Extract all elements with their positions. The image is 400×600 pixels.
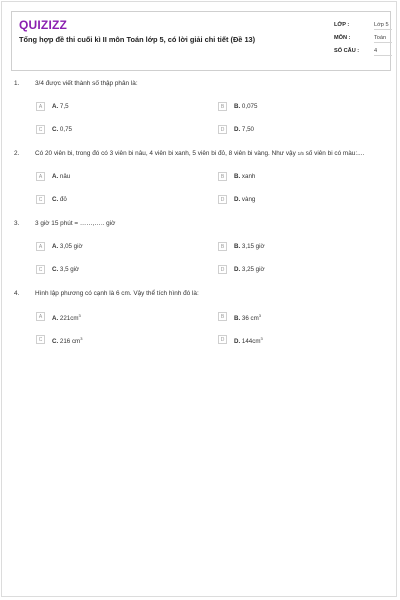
option-box: C [36,265,45,274]
question-text: 3 giờ 15 phút = ……,….. giờ [35,220,116,227]
option-letter: C. [52,196,59,203]
option-letter: D. [234,338,241,346]
worksheet-page [1,1,397,597]
option-box: B [218,172,227,181]
option-letter: A. [52,243,59,250]
quizizz-logo: QUIZIZZ [19,18,68,32]
option-box: A [36,102,45,111]
meta-panel [334,19,388,58]
question-number: 2. [14,150,20,157]
option-box: D [218,125,227,134]
superscript: 3 [80,336,83,341]
meta-row-count [334,45,388,58]
meta-value: Toán [374,35,392,43]
option-letter: D. [234,196,241,203]
option-box: C [36,195,45,204]
question-text: 3/4 được viết thành số thập phân là: [35,80,138,87]
option-letter: B. [234,103,241,110]
meta-row-subject [334,32,388,45]
option-box: C [36,125,45,134]
meta-label: LỚP : [334,22,350,28]
option-letter: C. [52,266,59,273]
superscript: 3 [260,336,263,341]
option-text: 3,05 giờ [59,243,83,250]
meta-label: MÔN : [334,35,351,41]
option-letter: C. [52,126,59,133]
fraction: 1/5 [297,151,304,156]
meta-row-class [334,19,388,32]
option-text: 7,5 [59,103,69,110]
option-box: B [218,242,227,251]
option-letter: A. [52,315,59,323]
option-box: B [218,312,227,321]
option-box: A [36,242,45,251]
question-number: 4. [14,290,20,297]
option-box: C [36,335,45,344]
question-number: 3. [14,220,20,227]
option-text: 3,5 giờ [59,266,80,273]
option-letter: B. [234,243,241,250]
option-letter: B. [234,173,241,180]
option-letter: C. [52,338,59,346]
option-box: B [218,102,227,111]
option-letter: D. [234,126,241,133]
option-text: vàng [241,196,256,203]
document-title: Tổng hợp đề thi cuối kì II môn Toán lớp 5, có lời giải chi tiết (Đề 13) [19,35,256,44]
option-text: 3,15 giờ [241,243,265,250]
option-text: 3,25 giờ [241,266,265,273]
option-text: 144cm [241,338,261,346]
option-text: 216 cm [59,338,81,346]
meta-value: Lớp 5 [374,22,392,30]
option-box: D [218,335,227,344]
option-text: nâu [59,173,71,180]
option-letter: D. [234,266,241,273]
question-number: 1. [14,80,20,87]
question-text: Có 20 viên bi, trong đó có 3 viên bi nâu, 4 viên bi xanh, 5 viên bi đỏ, 8 viên bi vàng. Như vậy 1/5 số viên bi có màu:.... [35,150,365,157]
question-text: Hình lập phương có cạnh là 6 cm. Vậy thể tích hình đó là: [35,290,199,297]
option-text: đỏ [59,196,67,203]
option-text: 221cm [59,315,79,323]
option-text: 7,50 [241,126,254,133]
superscript: 3 [258,313,262,318]
option-text: 0,075 [241,103,258,110]
option-box: D [218,195,227,204]
meta-value: 4 [374,48,392,56]
meta-label: SỐ CÂU : [334,48,360,54]
option-text: 36 cm [241,315,259,323]
superscript: 3 [78,313,81,318]
worksheet-header [11,11,391,71]
option-letter: A. [52,173,59,180]
option-text: 0,75 [59,126,72,133]
option-box: A [36,172,45,181]
option-box: D [218,265,227,274]
option-box: A [36,312,45,321]
option-letter: B. [234,315,241,323]
option-letter: A. [52,103,59,110]
option-text: xanh [241,173,256,180]
